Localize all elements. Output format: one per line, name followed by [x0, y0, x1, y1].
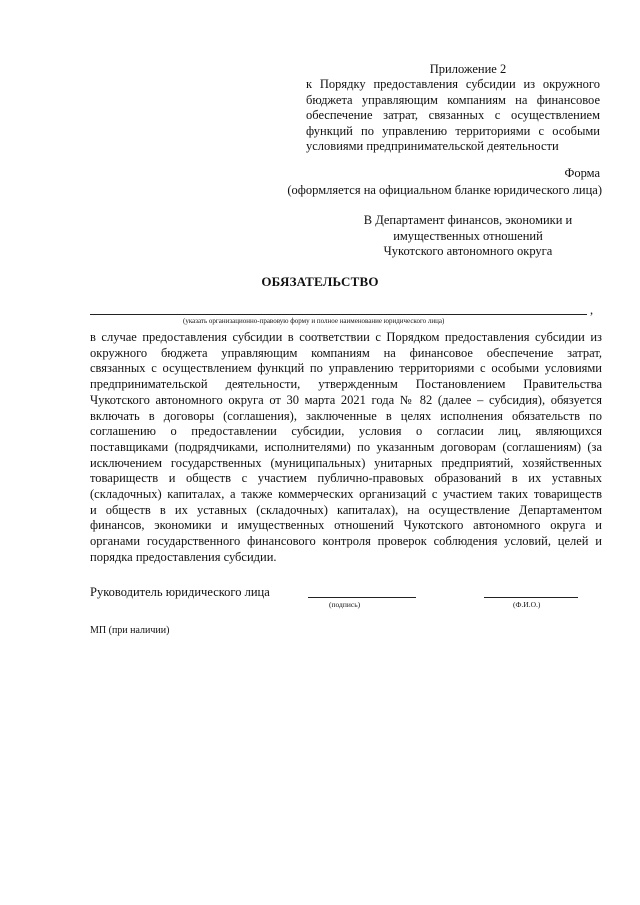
body-line: предпринимательской деятельности, утвержденным Постановлением Правительства — [90, 377, 602, 392]
body-line: товариществ и обществ с участием публично-правовых образований в их уставных — [90, 471, 602, 486]
body-line: органами государственного финансового контроля проверок соблюдения условий, целей и — [90, 534, 602, 549]
body-line: исключением государственных (муниципальных) унитарных предприятий, хозяйственных — [90, 455, 602, 470]
addressee-line: Чукотского автономного округа — [383, 244, 553, 258]
appendix-line: к Порядку предоставления субсидии из окружного — [306, 77, 600, 91]
body-line: включать в договоры (соглашения), заключенные в целях исполнения обязательств по — [90, 408, 602, 423]
body-line: финансов, экономики и имущественных отношений Чукотского автономного округа и — [90, 518, 602, 533]
addressee-line: В Департамент финансов, экономики и — [363, 213, 573, 227]
body-line: окружного бюджета управляющим компаниям на финансовое обеспечение затрат, — [90, 345, 602, 360]
organization-name-hint: (указать организационно-правовую форму и полное наименование юридического лица) — [183, 317, 445, 325]
body-line: в случае предоставления субсидии в соответствии с Порядком предоставления субсидии из — [90, 330, 602, 344]
form-note: (оформляется на официальном бланке юридического лица) — [287, 183, 602, 197]
addressee-block — [352, 213, 584, 260]
signer-title: Руководитель юридического лица — [90, 585, 270, 599]
full-name-hint: (Ф.И.О.) — [513, 600, 541, 609]
body-line: Чукотского автономного округа от 30 марта 2021 года № 82 (далее – субсидия), обязуется — [90, 392, 602, 407]
appendix-line: обеспечение затрат, связанных с осуществлением — [306, 108, 600, 122]
organization-name-field[interactable] — [90, 314, 587, 315]
full-name-field[interactable] — [484, 597, 578, 598]
appendix-line: условиями предпринимательской деятельности — [306, 139, 559, 153]
signature-hint: (подпись) — [329, 600, 361, 609]
addressee-line: имущественных отношений — [393, 228, 543, 243]
body-line: поставщиками (подрядчиками, исполнителями) по указанным договорам (соглашениям) (за — [90, 439, 602, 454]
signature-field[interactable] — [308, 597, 416, 598]
obligation-body — [90, 330, 602, 566]
appendix-header — [306, 62, 600, 155]
form-label: Форма — [564, 166, 600, 180]
appendix-line: функций по управлению территориями с особыми — [306, 123, 600, 138]
body-line: порядка предоставления субсидии. — [90, 549, 277, 564]
document-heading: ОБЯЗАТЕЛЬСТВО — [261, 274, 379, 289]
appendix-title: Приложение 2 — [429, 62, 507, 76]
appendix-line: бюджета управляющим компаниям на финансовое — [306, 92, 600, 107]
name-field-comma: , — [590, 303, 594, 317]
body-line: (складочных) капиталах, а также коммерческих организаций с участием таких товариществ — [90, 487, 602, 502]
stamp-note: МП (при наличии) — [90, 625, 170, 636]
body-line: и обществ в их уставных (складочных) капиталах), на осуществление Департаментом — [90, 502, 602, 517]
body-line: связанных с осуществлением функций по управлению территориями с особыми условиями — [90, 361, 602, 376]
body-line: соглашению о предоставлении субсидии, условия о согласии лиц, являющихся — [90, 424, 602, 439]
